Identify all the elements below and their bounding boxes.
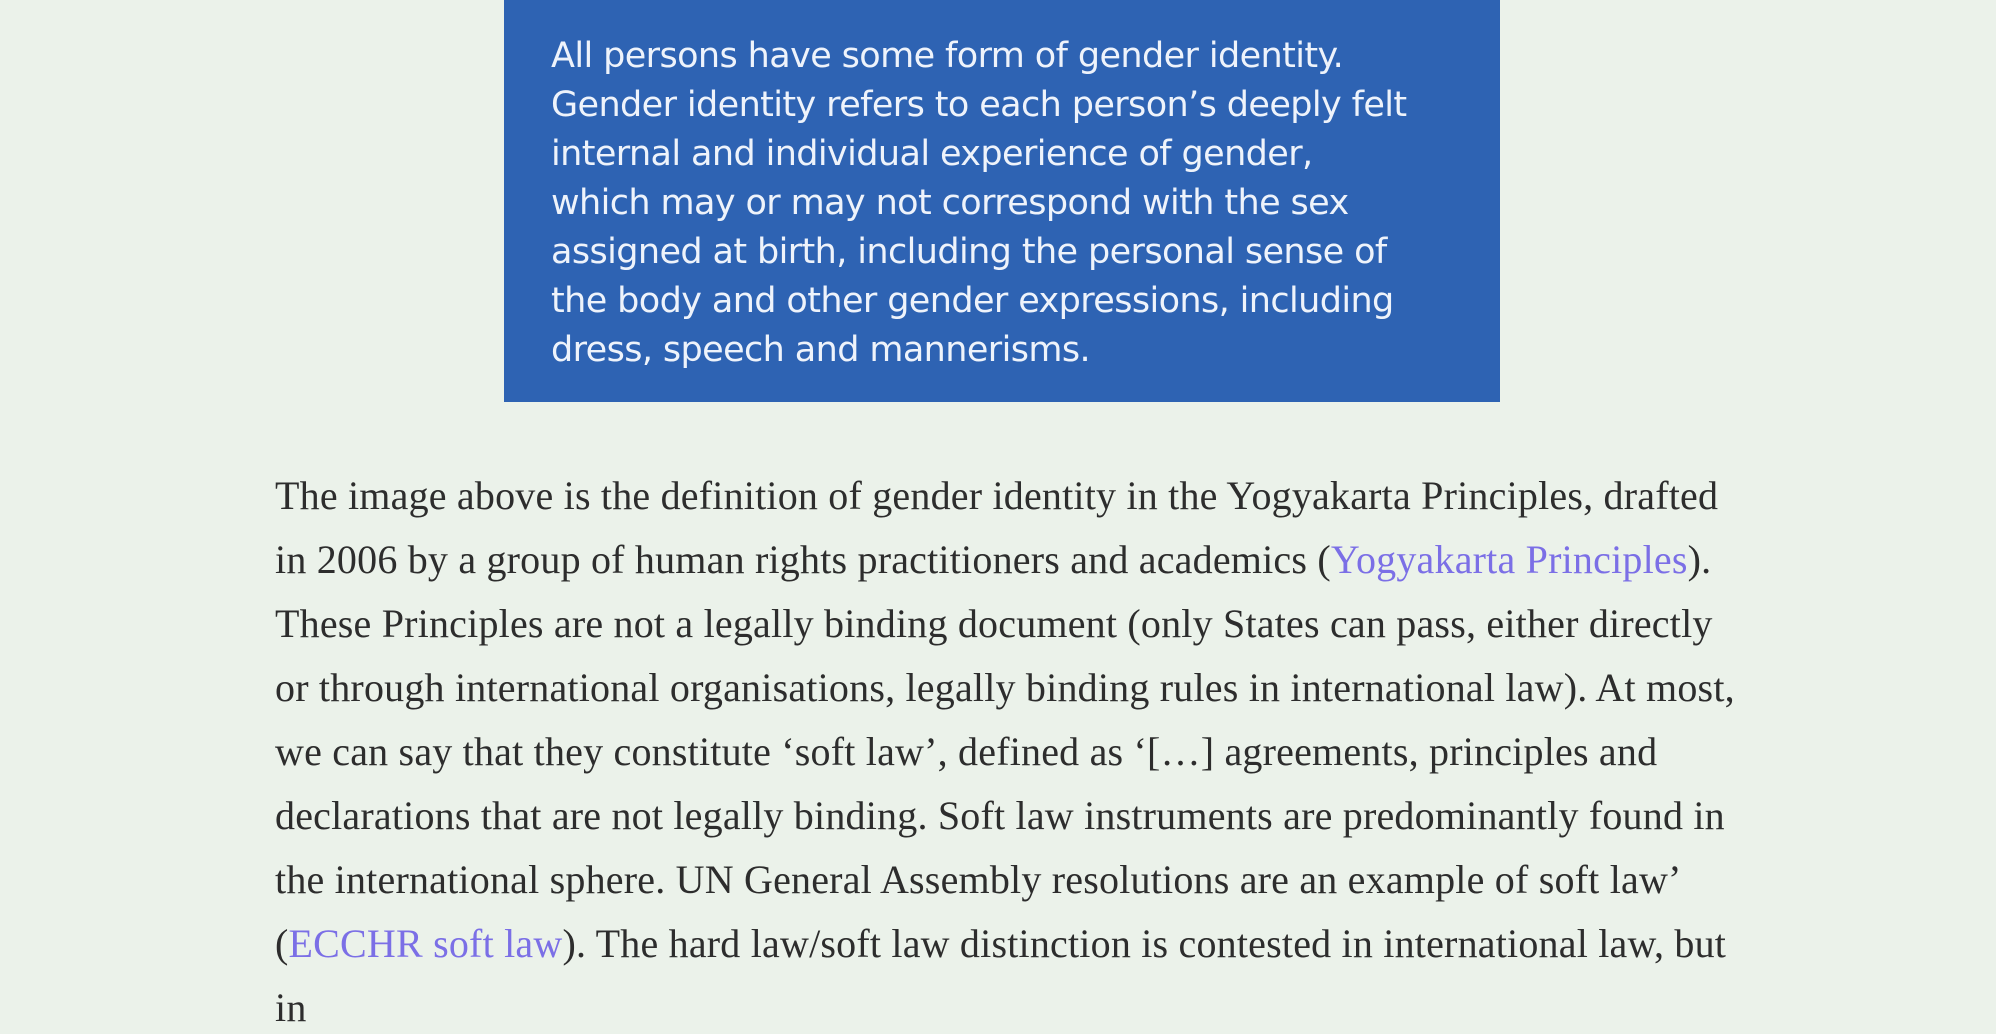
article-paragraph xyxy=(275,464,1735,1034)
gender-identity-definition-image xyxy=(504,0,1500,402)
definition-quote: All persons have some form of gender identity. Gender identity refers to each person’s deeply felt internal and individual experience of gender, which may or may not correspond with the sex assigned at birth, including the personal sense of the body and other gender expressions, including dress, speech and mannerisms. xyxy=(551,36,1407,370)
paragraph-text: ). The hard law/soft law distinction is contested in international law, but in xyxy=(275,921,1727,1030)
paragraph-text: The image above is the definition of gender identity in the Yogyakarta Principles, drafted in 2006 by a group of human rights practitioners and academics ( xyxy=(275,473,1719,582)
yogyakarta-principles-link[interactable]: Yogyakarta Principles xyxy=(1330,537,1688,582)
paragraph-text: ). These Principles are not a legally binding document (only States can pass, either directly or through international organisations, legally binding rules in international law). At most, we can say that they constitute ‘soft law’, defined as ‘[…] agreements, principles and declarations that are not legally binding. Soft law instruments are predominantly found in the international sphere. UN General Assembly resolutions are an example of soft law’ ( xyxy=(275,537,1735,966)
ecchr-soft-law-link[interactable]: ECCHR soft law xyxy=(288,921,563,966)
